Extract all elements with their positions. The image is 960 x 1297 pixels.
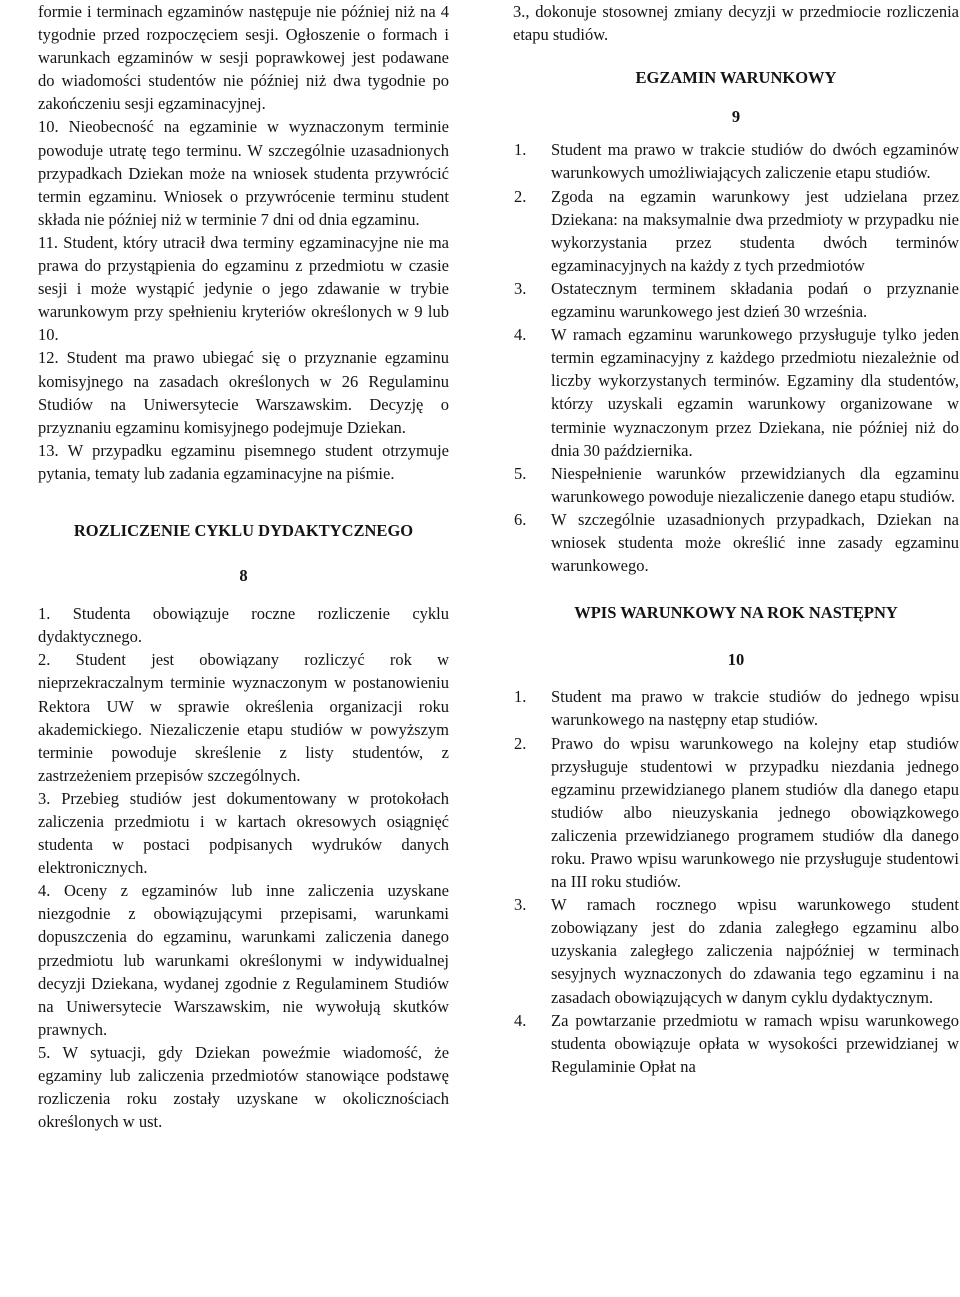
- item-text: Nieobecność na egzaminie w wyznaczonym terminie powoduje utratę tego terminu. W szczególnie uzasadnionych przypadkach Dziekan może na wniosek studenta przywrócić termin egzaminu. Wniosek o przywrócenie terminu student składa nie później niż w terminie 7 dni od dnia egzaminu.: [38, 117, 449, 229]
- section-heading: EGZAMIN WARUNKOWY: [635, 68, 837, 88]
- item-text: Student ma prawo w trakcie studiów do dwóch egzaminów warunkowych umożliwiających zaliczenie etapu studiów.: [551, 140, 959, 183]
- section-heading: WPIS WARUNKOWY NA ROK NASTĘPNY: [574, 603, 898, 623]
- item-text: Przebieg studiów jest dokumentowany w protokołach zaliczenia przedmiotu i w kartach okresowych osiągnięć studenta w postaci podpisanych wydruków danych elektronicznych.: [38, 788, 449, 878]
- section-number: 10: [727, 650, 745, 670]
- list-item: [513, 1009, 959, 1078]
- item-number: 12.: [38, 348, 67, 368]
- continuation-paragraph: formie i terminach egzaminów następuje nie później niż na 4 tygodnie przed rozpoczęciem sesji. Ogłoszenie o formach i warunkach egzaminów w sesji poprawkowej jest podawane do wiadomości studentów nie później niż dwa tygodnie po zakończeniu sesji egzaminacyjnej.: [38, 2, 449, 114]
- list-item: [38, 115, 449, 230]
- item-text: Za powtarzanie przedmiotu w ramach wpisu warunkowego studenta obowiązuje opłata w wysokości przewidzianej w Regulaminie Opłat na: [551, 1010, 959, 1076]
- item-number: 6.: [514, 509, 527, 529]
- list-item: [513, 138, 959, 184]
- list-item: [513, 277, 959, 323]
- exam-rules-list: [38, 115, 449, 485]
- item-number: 3.: [514, 895, 527, 915]
- item-text: Ostatecznym terminem składania podań o przyznanie egzaminu warunkowego jest dzień 30 września.: [551, 278, 959, 322]
- item-text: Studenta obowiązuje roczne rozliczenie cyklu dydaktycznego.: [38, 604, 449, 647]
- item-number: 4.: [514, 325, 527, 345]
- item-number: 10.: [38, 117, 69, 137]
- item-number: 4.: [38, 881, 64, 901]
- item-text: Student jest obowiązany rozliczyć rok w nieprzekraczalnym terminie wyznaczonym w postanowieniu Rektora UW w sprawie określenia organizacji roku akademickiego. Niezaliczenie etapu studiów w powyższym terminie powoduje skreślenie z listy studentów, z zastrzeżeniem przepisów szczególnych.: [38, 650, 450, 785]
- item-text: Student, który utracił dwa terminy egzaminacyjne nie ma prawa do przystąpienia do egzaminu z przedmiotu w czasie sesji i może wystąpić jedynie o jego zdawanie w trybie warunkowym przy spełnieniu kryteriów określonych w 9 lub 10.: [38, 232, 449, 345]
- item-number: 1.: [38, 604, 73, 624]
- item-text: W sytuacji, gdy Dziekan poweźmie wiadomość, że egzaminy lub zaliczenia przedmiotów stanowiące podstawę rozliczenia roku zostały uzyskane w okolicznościach określonych w ust.: [38, 1042, 450, 1132]
- item-number: 3.: [514, 278, 527, 298]
- item-text: W ramach egzaminu warunkowego przysługuje tylko jeden termin egzaminacyjny z każdego przedmiotu niezależnie od liczby wykorzystanych terminów. Egzaminy dla studentów, którzy uzyskali egzamin warunkowy organizowane w terminie wyznaczonym przez Dziekana, nie później niż do dnia 30 października.: [551, 325, 959, 460]
- list-item: [38, 1041, 449, 1133]
- list-item: [513, 893, 959, 1008]
- section-heading: ROZLICZENIE CYKLU DYDAKTYCZNEGO: [73, 520, 414, 540]
- item-number: 5.: [514, 463, 527, 483]
- list-item: [38, 346, 449, 438]
- item-number: 3.: [38, 788, 62, 808]
- list-item: [38, 439, 449, 485]
- item-number: 1.: [514, 140, 527, 160]
- item-text: Oceny z egzaminów lub inne zaliczenia uzyskane niezgodnie z obowiązującymi przepisami, warunkami dopuszczenia do egzaminu, warunkami zaliczenia danego przedmiotu lub warunkami określonymi w indywidualnej decyzji Dziekana, wydanej zgodnie z Regulaminem Studiów na Uniwersytecie Warszawskim, nie wywołują skutków prawnych.: [38, 881, 449, 1039]
- list-item: [38, 879, 449, 1041]
- continuation-paragraph: 3., dokonuje stosownej zmiany decyzji w przedmiocie rozliczenia etapu studiów.: [513, 2, 959, 45]
- item-number: 13.: [38, 440, 68, 460]
- item-number: 2.: [514, 186, 527, 206]
- item-number: 5.: [38, 1042, 63, 1062]
- list-item: [513, 732, 959, 894]
- item-number: 4.: [514, 1010, 527, 1030]
- item-text: Zgoda na egzamin warunkowy jest udzielana przez Dziekana: na maksymalnie dwa przedmioty w przypadku nie wykorzystania przez studenta dwóch terminów egzaminacyjnych na każdy z tych przedmiotów: [551, 186, 959, 275]
- list-item: [513, 685, 959, 731]
- list-item: [38, 787, 449, 879]
- item-text: Student ma prawo w trakcie studiów do jednego wpisu warunkowego na następny etap studiów.: [551, 687, 959, 730]
- cycle-settlement-list: [38, 602, 449, 1133]
- section-number: 8: [239, 566, 248, 586]
- item-number: 11.: [38, 232, 64, 252]
- item-text: Niespełnienie warunków przewidzianych dla egzaminu warunkowego powoduje niezaliczenie danego etapu studiów.: [551, 463, 959, 506]
- list-item: [38, 231, 449, 346]
- list-item: [513, 185, 959, 277]
- list-item: [513, 323, 959, 462]
- item-text: W przypadku egzaminu pisemnego student otrzymuje pytania, tematy lub zadania egzaminacyjne na piśmie.: [38, 440, 449, 483]
- item-text: W szczególnie uzasadnionych przypadkach, Dziekan na wniosek studenta może określić inne zasady egzaminu warunkowego.: [551, 509, 959, 576]
- conditional-exam-list: [513, 138, 959, 577]
- list-item: [513, 508, 959, 577]
- list-item: [38, 602, 449, 648]
- right-column: [513, 0, 959, 1078]
- list-item: [513, 462, 959, 508]
- section-number: 9: [731, 107, 741, 127]
- item-text: W ramach rocznego wpisu warunkowego student zobowiązany jest do zdania zaległego egzaminu albo uzyskania zaległego zaliczenia najpóźniej w terminach sesyjnych wyznaczonych do zdawania tego egzaminu i na zasadach obowiązujących w danym cyklu dydaktycznym.: [551, 895, 959, 1007]
- item-text: Prawo do wpisu warunkowego na kolejny etap studiów przysługuje studentowi w przypadku niezdania jednego egzaminu przewidzianego planem studiów dla danego etapu studiów albo nieuzyskania jednego obowiązkowego zaliczenia przewidzianego programem studiów dla danego roku. Prawo wpisu warunkowego nie przysługuje studentowi na III roku studiów.: [551, 733, 959, 892]
- item-number: 2.: [38, 650, 76, 670]
- item-number: 2.: [514, 733, 527, 753]
- item-number: 1.: [514, 687, 527, 707]
- left-column: [38, 0, 449, 1133]
- list-item: [38, 648, 449, 787]
- item-text: Student ma prawo ubiegać się o przyznanie egzaminu komisyjnego na zasadach określonych w 26 Regulaminu Studiów na Uniwersytecie Warszawskim. Decyzję o przyznaniu egzaminu komisyjnego podejmuje Dziekan.: [38, 348, 449, 437]
- conditional-enrollment-list: [513, 685, 959, 1078]
